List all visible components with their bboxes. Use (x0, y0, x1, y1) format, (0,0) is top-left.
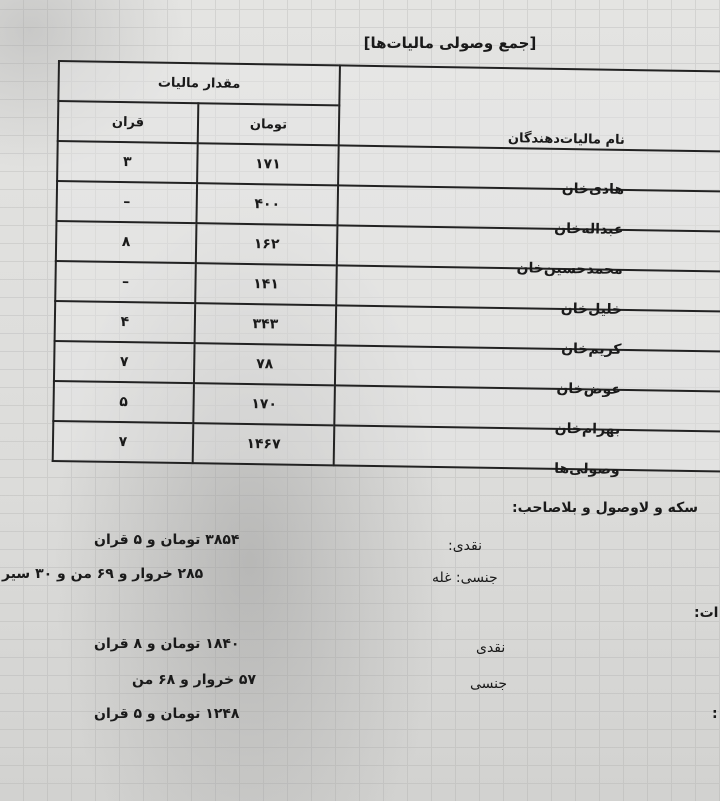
toman-cell: ۱۷۱ (197, 143, 339, 185)
table-title: [جمع وصولی مالیات‌ها] (363, 34, 537, 52)
taxpayer-name (335, 345, 720, 398)
qiran-cell: ۸ (56, 221, 197, 263)
header-amount: مقدار مالیات (58, 61, 340, 105)
section1-cash-value: ۳۸۵۴ تومان و ۵ قران (94, 532, 240, 548)
section1-cash-label: نقدی: (448, 538, 483, 554)
taxpayer-name-text: عبداله‌خان (554, 220, 624, 238)
section2-kind-value: ۵۷ خروار و ۶۸ من (132, 672, 257, 688)
taxpayer-name-text: هادی‌خان (561, 180, 625, 198)
taxpayer-name-text: وصولی‌ها (554, 460, 620, 478)
taxpayer-name-text: عوض‌خان (556, 380, 622, 398)
section1-kind-value: ۲۸۵ خروار و ۶۹ من و ۳۰ سیر (2, 566, 204, 582)
section1-kind-label: جنسی: غله (432, 570, 498, 586)
section2-extra-value: ۱۲۴۸ تومان و ۵ قران (94, 706, 240, 722)
qiran-cell: ۵ (53, 381, 194, 423)
taxpayer-name (338, 145, 720, 198)
taxpayer-name-text: محمدحسین‌خان (516, 260, 623, 278)
qiran-cell: ۷ (53, 421, 194, 463)
taxpayer-name (334, 385, 720, 438)
header-toman: تومان (198, 103, 340, 145)
section2-cash-value: ۱۸۴۰ تومان و ۸ قران (94, 636, 240, 652)
section2-kind-label: جنسی (470, 676, 508, 692)
toman-cell: ۱۶۲ (196, 223, 338, 265)
qiran-cell: ۷ (54, 341, 195, 383)
section2-cash-label: نقدی (476, 640, 506, 656)
toman-cell: ۳۴۳ (195, 303, 337, 345)
taxpayer-name-text: کریم‌خان (561, 340, 622, 358)
qiran-cell: ۴ (55, 301, 196, 343)
section2-heading: ات: (694, 605, 719, 621)
taxpayer-name-text: بهرام‌خان (554, 420, 621, 438)
toman-cell: ۷۸ (194, 343, 336, 385)
tax-table (52, 60, 720, 478)
taxpayer-name (337, 185, 720, 238)
header-name: نام مالیات‌دهندگان (339, 65, 720, 151)
toman-cell: ۱۷۰ (193, 383, 335, 425)
taxpayer-name (334, 425, 720, 478)
qiran-cell: ۳ (57, 141, 198, 183)
section1-heading: سکه و لاوصول و بلاصاحب: (512, 500, 699, 516)
taxpayer-name-text: خلیل‌خان (560, 300, 623, 318)
section2-extra-label: : (712, 706, 718, 722)
toman-cell: ۴۰۰ (196, 183, 338, 225)
toman-cell: ۱۴۱ (195, 263, 337, 305)
taxpayer-name (336, 305, 720, 358)
toman-cell: ۱۴۶۷ (193, 423, 335, 465)
qiran-cell: – (56, 181, 197, 223)
qiran-cell: – (55, 261, 196, 303)
header-qiran: قران (58, 101, 199, 143)
taxpayer-name (337, 225, 720, 278)
